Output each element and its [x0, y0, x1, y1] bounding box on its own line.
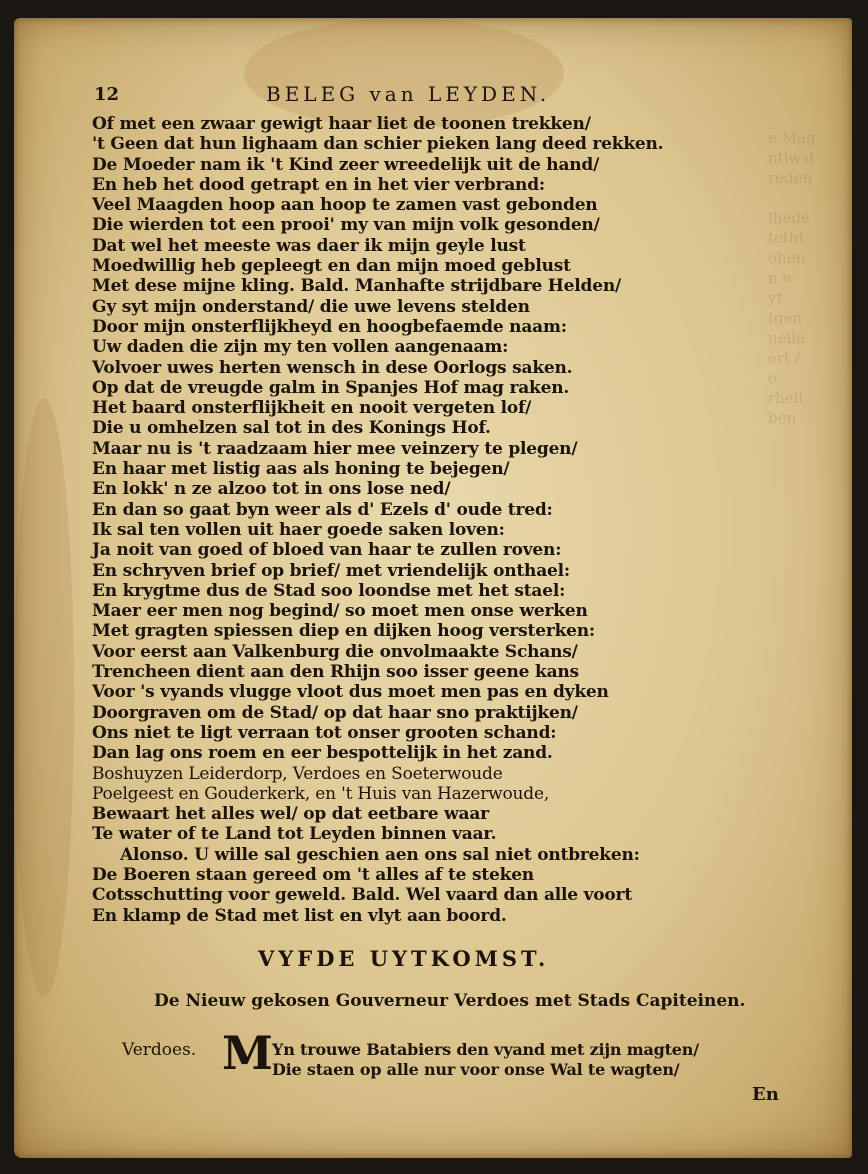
- verse-line: Maar nu is 't raadzaam hier mee veinzery te plegen/: [92, 438, 578, 459]
- verse-line: Gy syt mijn onderstand/ die uwe levens stelden: [92, 296, 530, 317]
- verse-line: Cotsschutting voor geweld. Bald. Wel vaard dan alle voort: [92, 885, 632, 906]
- verse-line: Voor eerst aan Valkenburg die onvolmaakte Schans/: [92, 641, 578, 662]
- verse-line: Doorgraven om de Stad/ op dat haar sno praktijken/: [92, 702, 578, 723]
- verse-text: [92, 114, 792, 926]
- verse-line: Met dese mijne kling. Bald. Manhafte strijdbare Helden/: [92, 276, 621, 297]
- verse-line: Met gragten spiessen diep en dijken hoog versterken:: [92, 621, 596, 642]
- verse-line: Door mijn onsterflijkheyd en hoogbefaemde naam:: [92, 316, 567, 337]
- verse-line: Of met een zwaar gewigt haar liet de toonen trekken/: [92, 114, 591, 134]
- verse-line: En lokk' n ze alzoo tot in ons lose ned/: [92, 479, 451, 500]
- verse-line: Het baard onsterflijkheit en nooit vergeten lof/: [92, 398, 532, 419]
- verse-line: En heb het dood getrapt en in het vier verbrand:: [92, 174, 545, 195]
- running-title: BELEG van LEYDEN.: [266, 82, 551, 106]
- final-verse: [272, 1040, 699, 1080]
- verse-line: Die u omhelzen sal tot in des Konings Hof.: [92, 418, 491, 439]
- verse-line: Dan lag ons roem en eer bespottelijk in het zand.: [92, 743, 553, 764]
- verse-line: Op dat de vreugde galm in Spanjes Hof mag raken.: [92, 377, 570, 398]
- verse-line: Trencheen dient aan den Rhijn soo isser geene kans: [92, 662, 579, 683]
- scene-description: De Nieuw gekosen Gouverneur Verdoes met Stads Capiteinen.: [154, 991, 746, 1011]
- verse-line: En haar met listig aas als honing te bejegen/: [92, 459, 510, 480]
- verse-line: Te water of te Land tot Leyden binnen vaar.: [92, 824, 497, 845]
- verse-line: Dat wel het meeste was daer ik mijn geyle lust: [92, 235, 526, 256]
- verse-line: En dan so gaat byn weer als d' Ezels d' oude tred:: [92, 499, 553, 520]
- verse-line: Bewaart het alles wel/ op dat eetbare waar: [92, 804, 489, 825]
- verse-line: Ik sal ten vollen uit haer goede saken loven:: [92, 519, 505, 540]
- verse-line: Ja noit van goed of bloed van haar te zullen roven:: [92, 540, 562, 561]
- paper-stain: [244, 18, 564, 128]
- verse-line: En klamp de Stad met list en vlyt aan boord.: [92, 905, 507, 926]
- verse-line: Yn trouwe Batabiers den vyand met zijn magten/: [272, 1040, 699, 1059]
- section-heading: VYFDE UYTKOMST.: [258, 946, 550, 971]
- verse-line: Boshuyzen Leiderdorp, Verdoes en Soeterwoude: [92, 763, 503, 784]
- verse-line: Alonso. U wille sal geschien aen ons sal niet ontbreken:: [120, 844, 640, 865]
- verse-line: Moedwillig heb gepleegt en dan mijn moed geblust: [92, 256, 571, 277]
- verse-line: De Moeder nam ik 't Kind zeer wreedelijk uit de hand/: [92, 154, 600, 175]
- verse-line: 't Geen dat hun lighaam dan schier pieken lang deed rekken.: [92, 134, 664, 155]
- verse-line: Die staen op alle nur voor onse Wal te wagten/: [272, 1060, 680, 1079]
- verse-line: En schryven brief op brief/ met vriendelijk onthael:: [92, 560, 570, 581]
- paper-stain: [14, 398, 74, 998]
- verse-line: Die wierden tot een prooi' my van mijn volk gesonden/: [92, 215, 600, 236]
- verse-line: Ons niet te ligt verraan tot onser grooten schand:: [92, 722, 557, 743]
- speaker-name: Verdoes.: [122, 1040, 197, 1060]
- page-number: 12: [94, 84, 120, 105]
- verse-line: Veel Maagden hoop aan hoop te zamen vast gebonden: [92, 195, 598, 216]
- verse-line: Volvoer uwes herten wensch in dese Oorlogs saken.: [92, 357, 573, 378]
- verse-line: En krygtme dus de Stad soo loondse met het stael:: [92, 580, 566, 601]
- verse-line: Poelgeest en Gouderkerk, en 't Huis van Hazerwoude,: [92, 783, 550, 804]
- verse-line: Voor 's vyands vlugge vloot dus moet men pas en dyken: [92, 682, 609, 703]
- drop-cap: M: [222, 1026, 273, 1080]
- verse-line: De Boeren staan gereed om 't alles af te steken: [92, 864, 534, 885]
- verse-line: Maer eer men nog begind/ so moet men onse werken: [92, 601, 588, 622]
- catchword: En: [752, 1084, 779, 1105]
- bleed-through-text: e Mag ntiwst reden : lhede tetht ohen n e yt tgen uelle ert / o rheit ben: [768, 129, 816, 427]
- verse-line: Uw daden die zijn my ten vollen aangenaam:: [92, 337, 509, 358]
